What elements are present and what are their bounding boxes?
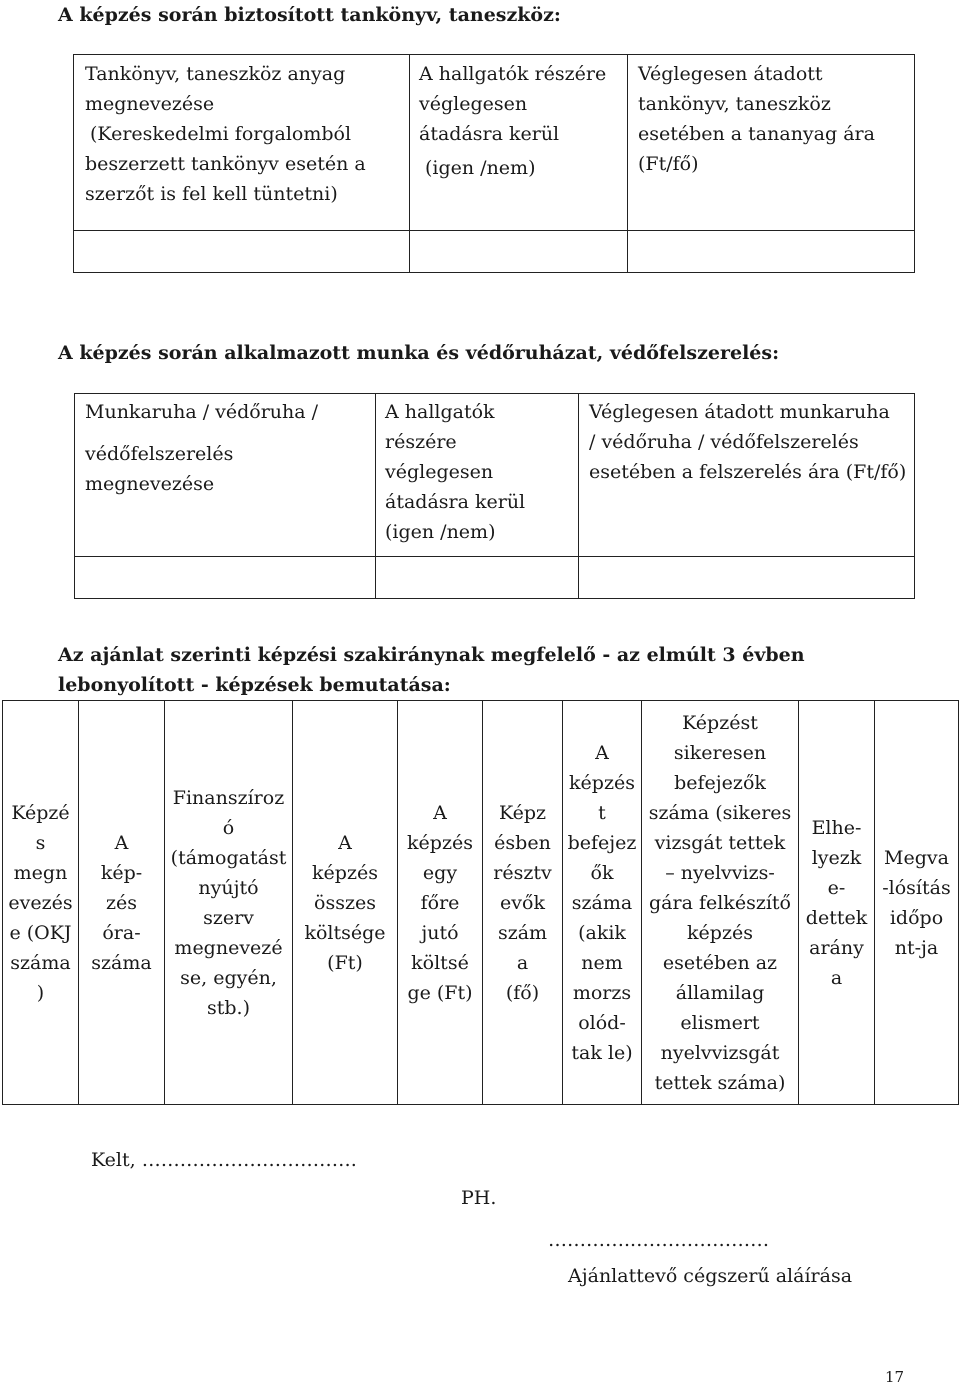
trainings-table	[2, 700, 959, 1105]
signature-label: Ajánlattevő cégszerű aláírása	[568, 1265, 853, 1287]
textbook-header-name: Tankönyv, taneszköz anyag megnevezése (Kereskedelmi forgalomból beszerzett tankönyv esetén a szerzőt is fel kell tüntetni)	[74, 55, 410, 231]
trainings-header-hours: A kép- zés óra- száma	[79, 701, 165, 1105]
kelt-date-line: Kelt, …………………………….	[91, 1149, 357, 1171]
textbook-header-handover: A hallgatók részére véglegesen átadásra kerül (igen /nem)	[410, 55, 628, 231]
section3-heading-line1: Az ajánlat szerinti képzési szakiránynak megfelelő - az elmúlt 3 évben	[58, 644, 805, 666]
trainings-header-name-okj: Képzé s megn evezés e (OKJ száma )	[3, 701, 79, 1105]
textbook-header-price: Véglegesen átadott tankönyv, taneszköz esetében a tananyag ára (Ft/fő)	[628, 55, 915, 231]
section3-heading	[58, 642, 805, 698]
trainings-header-funder: Finanszíroz ó (támogatást nyújtó szerv megnevezé se, egyén, stb.)	[165, 701, 293, 1105]
section2-heading: A képzés során alkalmazott munka és védőruházat, védőfelszerelés:	[58, 342, 780, 364]
trainings-header-completed: A képzés t befejez ők száma (akik nem morzs olód- tak le)	[563, 701, 642, 1105]
trainings-header-cost-per-person: A képzés egy főre jutó költsé ge (Ft)	[398, 701, 483, 1105]
page-number: 17	[885, 1368, 905, 1386]
section3-heading-line2: lebonyolított - képzések bemutatása:	[58, 674, 451, 696]
protective-gear-table	[74, 393, 915, 599]
gear-input-handover[interactable]	[376, 557, 579, 599]
gear-header-handover: A hallgatók részére véglegesen átadásra kerül (igen /nem)	[376, 394, 579, 557]
gear-header-price: Véglegesen átadott munkaruha / védőruha / védőfelszerelés esetében a felszerelés ára (Ft/fő)	[579, 394, 915, 557]
textbook-input-name[interactable]	[74, 231, 410, 273]
trainings-header-participants: Képz ésben résztv evők szám a (fő)	[483, 701, 563, 1105]
section1-heading: A képzés során biztosított tankönyv, taneszköz:	[58, 4, 561, 26]
ph-stamp-label: PH.	[461, 1187, 497, 1209]
gear-header-name: Munkaruha / védőruha / védőfelszerelés megnevezése	[75, 394, 376, 557]
textbook-input-handover[interactable]	[410, 231, 628, 273]
textbook-input-price[interactable]	[628, 231, 915, 273]
signature-dotted-line: …………..…………………	[548, 1229, 770, 1251]
textbook-table	[73, 54, 915, 273]
trainings-header-placement-rate: Elhe- lyezk e- dettek arány a	[799, 701, 875, 1105]
trainings-header-total-cost: A képzés összes költsége (Ft)	[293, 701, 398, 1105]
gear-input-price[interactable]	[579, 557, 915, 599]
gear-input-name[interactable]	[75, 557, 376, 599]
trainings-header-date: Megva -lósítás időpo nt-ja	[875, 701, 959, 1105]
trainings-header-successful: Képzést sikeresen befejezők száma (sikeres vizsgát tettek – nyelvvizs- gára felkészítő képzés esetében az államilag elismert nyelvvizsgát tettek száma)	[642, 701, 799, 1105]
